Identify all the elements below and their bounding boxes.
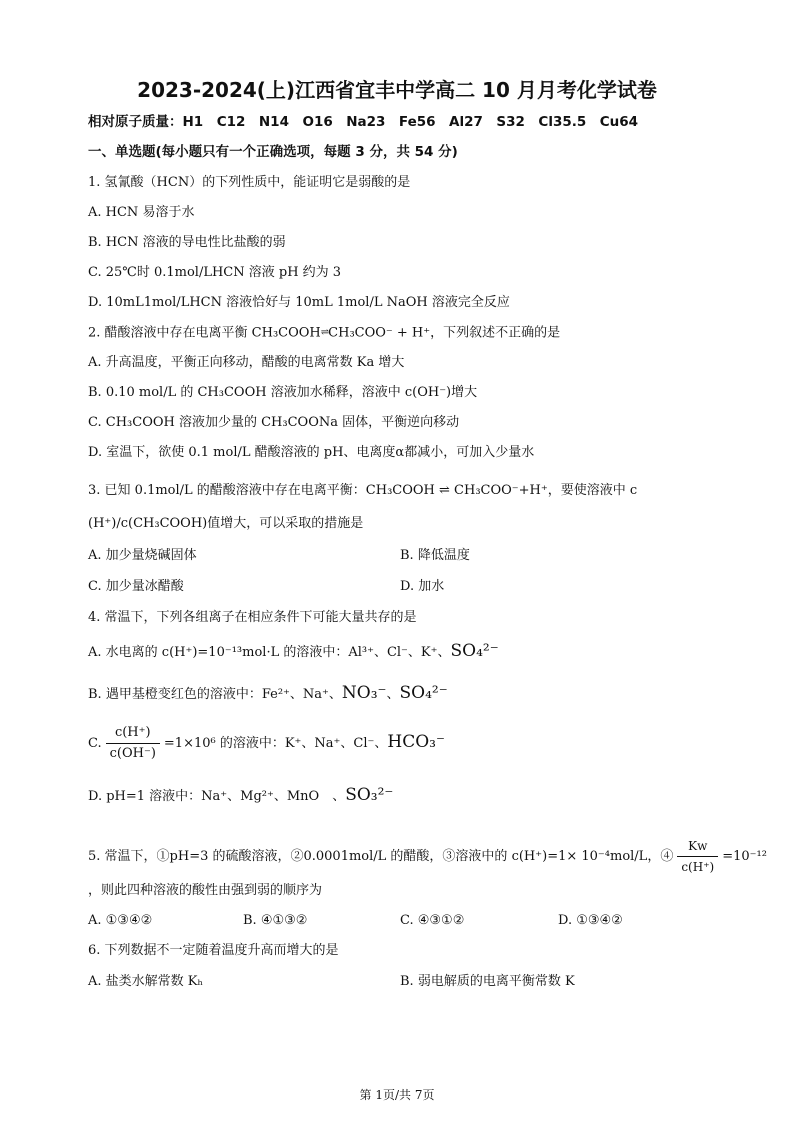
q6-stem: 6. 下列数据不一定随着温度升高而增大的是 — [88, 943, 339, 958]
q4-b-ion1: NO₃⁻ — [341, 683, 387, 703]
q4-c-text: =1×10⁶ 的溶液中：K⁺、Na⁺、Cl⁻、 — [163, 736, 388, 751]
q2-option-a: A. 升高温度，平衡正向移动，醋酸的电离常数 Ka 增大 — [88, 355, 405, 370]
q4-c-fraction — [106, 723, 160, 764]
q3-stem-line1: 3. 已知 0.1mol/L 的醋酸溶液中存在电离平衡：CH₃COOH ⇌ CH₃COO⁻+H⁺，要使溶液中 c — [88, 483, 638, 498]
q1-option-c: C. 25℃时 0.1mol/LHCN 溶液 pH 约为 3 — [88, 265, 342, 280]
q1-stem: 1. 氢氰酸（HCN）的下列性质中，能证明它是弱酸的是 — [88, 175, 411, 190]
q3-option-c: C. 加少量冰醋酸 — [88, 579, 184, 594]
q5-stem-text: 5. 常温下，①pH=3 的硫酸溶液，②0.0001mol/L 的醋酸，③溶液中的 c(H⁺)=1× 10⁻⁴mol/L，④ — [88, 849, 674, 864]
q6-option-a: A. 盐类水解常数 Kₕ — [88, 974, 204, 989]
q5-option-c: C. ④③①② — [400, 913, 465, 928]
equilibrium-arrow-icon: ⇌ — [320, 327, 329, 338]
q3-stem-line2: (H⁺)/c(CH₃COOH)值增大，可以采取的措施是 — [88, 516, 364, 531]
q4-option-a — [88, 642, 499, 662]
q5-denominator: c(H⁺) — [681, 860, 715, 874]
section-heading: 一、单选题(每小题只有一个正确选项，每题 3 分，共 54 分) — [88, 144, 458, 160]
q1-option-d: D. 10mL1mol/LHCN 溶液恰好与 10mL 1mol/L NaOH 溶液完全反应 — [88, 295, 510, 310]
q5-option-d: D. ①③④② — [558, 913, 623, 928]
page-footer: 第 1页/共 7页 — [359, 1088, 435, 1102]
q1-option-a: A. HCN 易溶于水 — [88, 205, 195, 220]
q4-c-ion: HCO₃⁻ — [387, 732, 445, 752]
q2-stem — [88, 324, 560, 343]
q3-option-d: D. 加水 — [400, 579, 445, 594]
q4-option-b — [88, 684, 448, 704]
q2-option-c: C. CH₃COOH 溶液加少量的 CH₃COONa 固体，平衡逆向移动 — [88, 415, 460, 430]
q5-stem — [88, 836, 767, 877]
q5-stem-line2: ，则此四种溶液的酸性由强到弱的顺序为 — [88, 883, 323, 898]
q2-stem-part2: CH₃COO⁻ + H⁺，下列叙述不正确的是 — [328, 325, 561, 341]
q4-stem: 4. 常温下，下列各组离子在相应条件下可能大量共存的是 — [88, 610, 417, 625]
q4-option-d — [88, 786, 393, 806]
q1-option-b: B. HCN 溶液的导电性比盐酸的弱 — [88, 235, 286, 250]
q5-numerator: Kw — [677, 836, 718, 857]
q4-d-ion: SO₃²⁻ — [345, 785, 394, 805]
q3-option-b: B. 降低温度 — [400, 548, 470, 563]
q4-b-ion2: SO₄²⁻ — [399, 683, 448, 703]
q4-c-numerator: c(H⁺) — [106, 723, 160, 744]
page-title: 2023-2024(上)江西省宜丰中学高二 10 月月考化学试卷 — [137, 78, 657, 102]
atomic-mass-line: 相对原子质量：H1 C12 N14 O16 Na23 Fe56 Al27 S32 Cl35.5 Cu64 — [88, 114, 639, 130]
q2-option-b: B. 0.10 mol/L 的 CH₃COOH 溶液加水稀释，溶液中 c(OH⁻)增大 — [88, 385, 478, 400]
q4-c-denominator: c(OH⁻) — [109, 746, 156, 761]
q4-d-text: D. pH=1 溶液中：Na⁺、Mg²⁺、MnO 、 — [88, 789, 346, 804]
q5-fraction-tail: =10⁻¹² — [722, 849, 767, 864]
q4-c-label: C. — [88, 736, 102, 751]
q4-a-ion: SO₄²⁻ — [450, 641, 499, 661]
q5-option-a: A. ①③④② — [88, 913, 153, 928]
q5-option-b: B. ④①③② — [243, 913, 308, 928]
q5-fraction — [677, 836, 718, 877]
q4-b-text: B. 遇甲基橙变红色的溶液中：Fe²⁺、Na⁺、 — [88, 687, 342, 702]
q2-stem-part1: 2. 醋酸溶液中存在电离平衡 CH₃COOH — [88, 325, 321, 341]
q3-option-a: A. 加少量烧碱固体 — [88, 548, 197, 563]
q4-a-text: A. 水电离的 c(H⁺)=10⁻¹³mol·L 的溶液中：Al³⁺、Cl⁻、K⁺、 — [88, 645, 451, 660]
q6-option-b: B. 弱电解质的电离平衡常数 K — [400, 974, 575, 989]
q2-option-d: D. 室温下，欲使 0.1 mol/L 醋酸溶液的 pH、电离度α都减小，可加入少量水 — [88, 445, 535, 460]
q4-b-sep: 、 — [386, 687, 400, 702]
q4-option-c — [88, 720, 445, 766]
